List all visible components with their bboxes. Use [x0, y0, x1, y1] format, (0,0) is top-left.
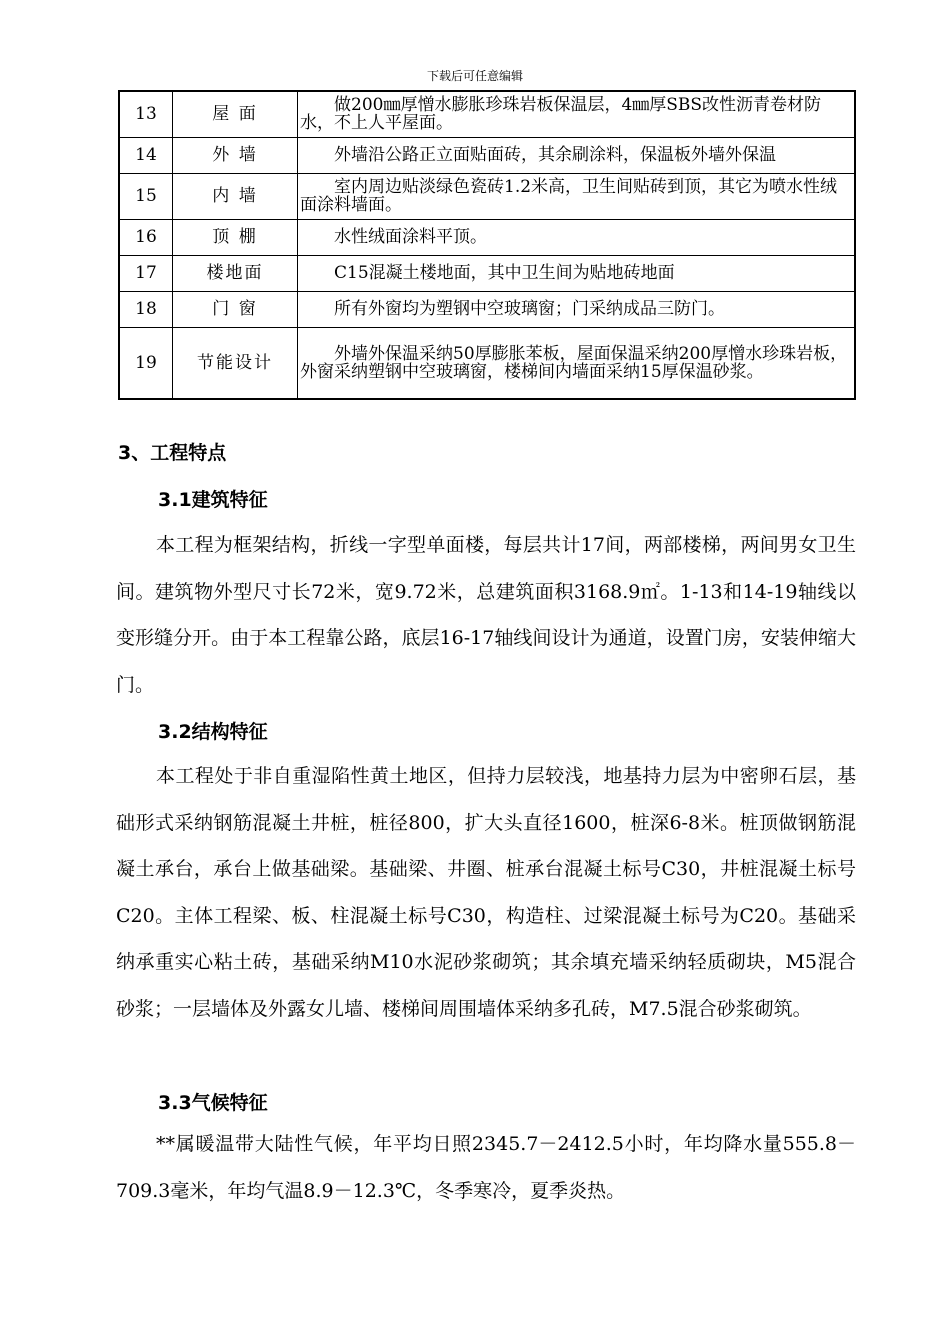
subsection-title-structure: 3.2结构特征 — [158, 721, 268, 743]
row-number: 17 — [119, 255, 173, 291]
row-description: 做200㎜厚憎水膨胀珍珠岩板保温层，4㎜厚SBS改性沥青卷材防水，不上人平屋面。 — [298, 91, 856, 137]
section-title: 3、工程特点 — [118, 442, 227, 464]
subsection-title-climate: 3.3气候特征 — [158, 1092, 268, 1114]
header-note: 下载后可任意编辑 — [426, 69, 523, 83]
row-number: 16 — [119, 219, 173, 255]
row-number: 15 — [119, 173, 173, 219]
row-number: 18 — [119, 291, 173, 327]
row-number: 13 — [119, 91, 173, 137]
row-number: 19 — [119, 327, 173, 399]
row-description: 外墙沿公路正立面贴面砖，其余刷涂料，保温板外墙外保温 — [298, 137, 856, 173]
row-description: 外墙外保温采纳50厚膨胀苯板，屋面保温采纳200厚憎水珍珠岩板，外窗采纳塑钢中空玻璃窗，楼梯间内墙面采纳15厚保温砂浆。 — [298, 327, 856, 399]
table-row — [119, 327, 855, 399]
table-row — [119, 255, 855, 291]
table-row — [119, 173, 855, 219]
paragraph-structure: 本工程处于非自重湿陷性黄土地区，但持力层较浅，地基持力层为中密卵石层，基础形式采纳钢筋混凝土井桩，桩径800，扩大头直径1600，桩深6-8米。桩顶做钢筋混凝土承台，承台上做基础梁。基础梁、井圈、桩承台混凝土标号C30，井桩混凝土标号C20。主体工程梁、板、柱混凝土标号C30，构造柱、过梁混凝土标号为C20。基础采纳承重实心粘土砖，基础采纳M10水泥砂浆砌筑；其余填充墙采纳轻质砌块，M5混合砂浆；一层墙体及外露女儿墙、楼梯间周围墙体采纳多孔砖，M7.5混合砂浆砌筑。 — [116, 765, 856, 1020]
subsection-title-building: 3.1建筑特征 — [158, 489, 268, 511]
row-number: 14 — [119, 137, 173, 173]
row-description: C15混凝土楼地面，其中卫生间为贴地砖地面 — [298, 255, 856, 291]
row-item: 顶 棚 — [173, 219, 298, 255]
table-row — [119, 219, 855, 255]
row-item: 屋 面 — [173, 91, 298, 137]
row-description: 所有外窗均为塑钢中空玻璃窗；门采纳成品三防门。 — [298, 291, 856, 327]
row-description: 室内周边贴淡绿色瓷砖1.2米高，卫生间贴砖到顶，其它为喷水性绒面涂料墙面。 — [298, 173, 856, 219]
row-description: 水性绒面涂料平顶。 — [298, 219, 856, 255]
table-row — [119, 291, 855, 327]
spec-table — [118, 90, 856, 400]
row-item: 门 窗 — [173, 291, 298, 327]
paragraph-climate: **属暖温带大陆性气候，年平均日照2345.7－2412.5小时，年均降水量555.8－709.3毫米，年均气温8.9－12.3℃，冬季寒冷，夏季炎热。 — [116, 1133, 856, 1202]
row-item: 内 墙 — [173, 173, 298, 219]
table-row — [119, 137, 855, 173]
table-row — [119, 91, 855, 137]
row-item: 楼地面 — [173, 255, 298, 291]
row-item: 节能设计 — [173, 327, 298, 399]
paragraph-building: 本工程为框架结构，折线一字型单面楼，每层共计17间，两部楼梯，两间男女卫生间。建筑物外型尺寸长72米，宽9.72米，总建筑面积3168.9㎡。1-13和14-19轴线以变形缝分开。由于本工程靠公路，底层16-17轴线间设计为通道，设置门房，安装伸缩大门。 — [116, 534, 856, 696]
row-item: 外 墙 — [173, 137, 298, 173]
